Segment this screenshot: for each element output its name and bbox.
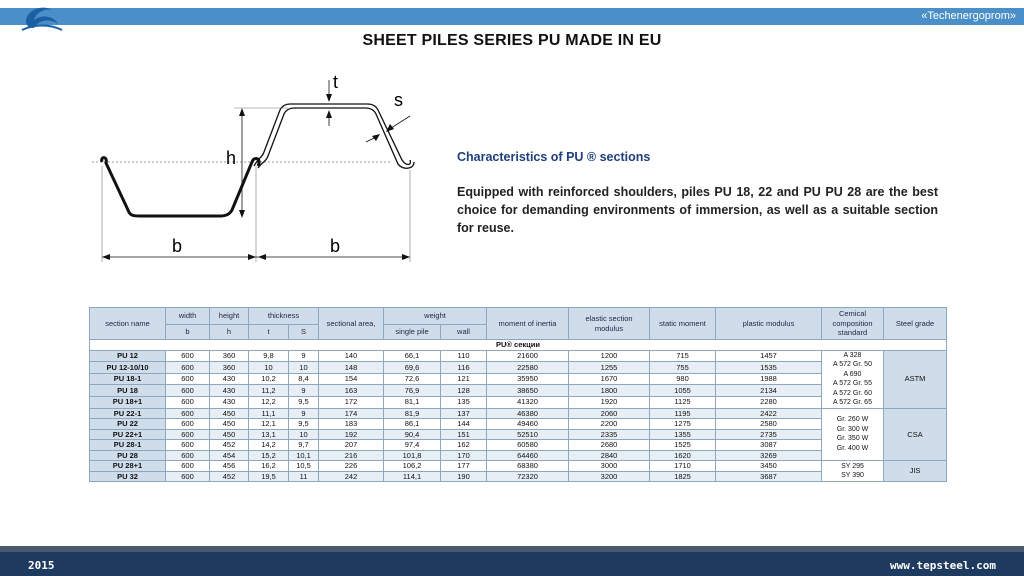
table-cell: 106,2: [384, 461, 441, 472]
table-row: [90, 396, 947, 408]
section-name-cell: PU 12: [90, 350, 166, 362]
table-cell: 600: [166, 419, 210, 430]
chemical-standard-cell: [822, 408, 884, 461]
table-cell: 128: [441, 385, 487, 397]
table-cell: 16,2: [249, 461, 289, 472]
table-cell: 1195: [650, 408, 716, 419]
table-cell: 2134: [716, 385, 822, 397]
section-name-cell: PU 28+1: [90, 461, 166, 472]
table-cell: 10: [289, 429, 319, 440]
table-cell: 2735: [716, 429, 822, 440]
footer-url[interactable]: www.tepsteel.com: [890, 559, 996, 572]
table-cell: 1920: [569, 396, 650, 408]
table-cell: 430: [210, 385, 249, 397]
section-subtitle: Characteristics of PU ® sections: [457, 150, 651, 164]
table-cell: 600: [166, 471, 210, 482]
company-logo-icon: [20, 2, 64, 34]
top-bar: [0, 8, 1024, 25]
table-row: [90, 471, 947, 482]
standard-line: A 690: [843, 370, 862, 378]
header-wall: wall: [441, 325, 487, 340]
table-cell: 76,9: [384, 385, 441, 397]
table-cell: 140: [319, 350, 384, 362]
table-cell: 1457: [716, 350, 822, 362]
table-cell: 456: [210, 461, 249, 472]
table-cell: 101,8: [384, 450, 441, 461]
table-cell: 207: [319, 440, 384, 451]
table-cell: 360: [210, 362, 249, 374]
table-cell: 52510: [487, 429, 569, 440]
table-cell: 1670: [569, 373, 650, 385]
header-plastic-modulus: plastic modulus: [716, 308, 822, 340]
table-cell: 454: [210, 450, 249, 461]
table-cell: 86,1: [384, 419, 441, 430]
table-cell: 600: [166, 408, 210, 419]
table-cell: 21600: [487, 350, 569, 362]
sheet-pile-spec-table: [89, 307, 947, 482]
table-cell: 600: [166, 396, 210, 408]
table-cell: 154: [319, 373, 384, 385]
table-cell: 980: [650, 373, 716, 385]
table-cell: 35950: [487, 373, 569, 385]
table-cell: 2200: [569, 419, 650, 430]
table-cell: 10,2: [249, 373, 289, 385]
table-row: [90, 408, 947, 419]
table-cell: 715: [650, 350, 716, 362]
table-cell: 9: [289, 350, 319, 362]
table-cell: 11,2: [249, 385, 289, 397]
section-name-cell: PU 18-1: [90, 373, 166, 385]
table-cell: 9: [289, 408, 319, 419]
section-name-cell: PU 28: [90, 450, 166, 461]
section-name-cell: PU 28-1: [90, 440, 166, 451]
table-row: [90, 362, 947, 374]
table-cell: 430: [210, 396, 249, 408]
table-cell: 110: [441, 350, 487, 362]
header-moment-of-inertia: moment of inertia: [487, 308, 569, 340]
table-cell: 163: [319, 385, 384, 397]
table-cell: 2280: [716, 396, 822, 408]
table-cell: 2840: [569, 450, 650, 461]
table-cell: 1988: [716, 373, 822, 385]
table-cell: 69,6: [384, 362, 441, 374]
table-cell: 10,1: [289, 450, 319, 461]
table-cell: 68380: [487, 461, 569, 472]
table-cell: 41320: [487, 396, 569, 408]
header-static-moment: static moment: [650, 308, 716, 340]
table-cell: 450: [210, 429, 249, 440]
sheet-pile-diagram: [92, 66, 422, 266]
table-cell: 1200: [569, 350, 650, 362]
table-cell: 9,5: [289, 419, 319, 430]
section-name-cell: PU 18: [90, 385, 166, 397]
pile-upper-inner: [258, 108, 414, 168]
table-cell: 452: [210, 471, 249, 482]
table-cell: 452: [210, 440, 249, 451]
table-cell: 2060: [569, 408, 650, 419]
footer-year: 2015: [28, 559, 55, 572]
table-cell: 9,5: [289, 396, 319, 408]
table-cell: 226: [319, 461, 384, 472]
table-row: [90, 440, 947, 451]
table-cell: 1525: [650, 440, 716, 451]
header-b: b: [166, 325, 210, 340]
table-cell: 174: [319, 408, 384, 419]
table-cell: 90,4: [384, 429, 441, 440]
table-cell: 600: [166, 461, 210, 472]
t-label: t: [333, 72, 339, 92]
table-cell: 1055: [650, 385, 716, 397]
table-cell: 600: [166, 385, 210, 397]
table-cell: 22580: [487, 362, 569, 374]
table-cell: 9,8: [249, 350, 289, 362]
table-cell: 10,5: [289, 461, 319, 472]
table-cell: 1125: [650, 396, 716, 408]
table-cell: 450: [210, 408, 249, 419]
table-cell: 9: [289, 385, 319, 397]
table-row: [90, 373, 947, 385]
header-s: S: [289, 325, 319, 340]
table-cell: 12,1: [249, 419, 289, 430]
table-cell: 151: [441, 429, 487, 440]
header-width: width: [166, 308, 210, 325]
group-label: PU® секции: [90, 340, 947, 351]
standard-line: SY 295: [841, 462, 864, 470]
table-cell: 121: [441, 373, 487, 385]
table-cell: 12,2: [249, 396, 289, 408]
table-cell: 49460: [487, 419, 569, 430]
table-cell: 3269: [716, 450, 822, 461]
table-cell: 600: [166, 429, 210, 440]
table-cell: 81,1: [384, 396, 441, 408]
table-cell: 450: [210, 419, 249, 430]
table-cell: 60580: [487, 440, 569, 451]
table-row: [90, 461, 947, 472]
table-cell: 1825: [650, 471, 716, 482]
table-cell: 13,1: [249, 429, 289, 440]
table-cell: 3000: [569, 461, 650, 472]
table-cell: 9,7: [289, 440, 319, 451]
table-cell: 148: [319, 362, 384, 374]
header-chemical-composition: Cemical composition standard: [822, 308, 884, 340]
table-cell: 72320: [487, 471, 569, 482]
table-cell: 116: [441, 362, 487, 374]
table-cell: 242: [319, 471, 384, 482]
b-label-2: b: [330, 236, 341, 256]
table-cell: 190: [441, 471, 487, 482]
standard-line: A 572 Gr. 60: [833, 389, 872, 397]
table-cell: 1355: [650, 429, 716, 440]
table-cell: 2580: [716, 419, 822, 430]
table-cell: 10: [249, 362, 289, 374]
b-label-1: b: [172, 236, 183, 256]
header-thickness: thickness: [249, 308, 319, 325]
standard-line: A 572 Gr. 65: [833, 399, 872, 406]
table-cell: 183: [319, 419, 384, 430]
pile-upper-outline: [254, 104, 410, 166]
footer-bar: [0, 546, 1024, 576]
h-label: h: [226, 148, 237, 168]
table-cell: 1710: [650, 461, 716, 472]
section-name-cell: PU 12-10/10: [90, 362, 166, 374]
standard-line: Gr. 300 W: [836, 425, 869, 433]
table-cell: 3687: [716, 471, 822, 482]
section-name-cell: PU 22+1: [90, 429, 166, 440]
header-t: t: [249, 325, 289, 340]
table-row: [90, 350, 947, 362]
table-cell: 2422: [716, 408, 822, 419]
table-cell: 137: [441, 408, 487, 419]
table-cell: 3200: [569, 471, 650, 482]
standard-line: A 572 Gr. 55: [833, 380, 872, 387]
page-title: SHEET PILES SERIES PU MADE IN EU: [362, 32, 662, 49]
table-cell: 1255: [569, 362, 650, 374]
steel-grade-cell: JIS: [884, 461, 947, 482]
header-elastic-section-modulus: elastic section modulus: [569, 308, 650, 340]
standard-line: Gr. 400 W: [836, 444, 869, 452]
table-cell: 600: [166, 450, 210, 461]
table-cell: 135: [441, 396, 487, 408]
table-row: [90, 385, 947, 397]
section-name-cell: PU 22: [90, 419, 166, 430]
table-cell: 177: [441, 461, 487, 472]
header-steel-grade: Steel grade: [884, 308, 947, 340]
standard-line: A 572 Gr. 50: [833, 361, 872, 368]
table-cell: 14,2: [249, 440, 289, 451]
table-cell: 3450: [716, 461, 822, 472]
table-cell: 2335: [569, 429, 650, 440]
standard-line: SY 390: [841, 472, 864, 479]
table-cell: 600: [166, 373, 210, 385]
table-cell: 66,1: [384, 350, 441, 362]
table-cell: 1535: [716, 362, 822, 374]
table-cell: 216: [319, 450, 384, 461]
table-cell: 38650: [487, 385, 569, 397]
table-row: [90, 450, 947, 461]
table-cell: 81,9: [384, 408, 441, 419]
table-cell: 162: [441, 440, 487, 451]
brand-label: «Techenergoprom»: [921, 10, 1016, 22]
table-cell: 1275: [650, 419, 716, 430]
standard-line: A 328: [843, 351, 862, 359]
table-cell: 1800: [569, 385, 650, 397]
table-cell: 3087: [716, 440, 822, 451]
table-cell: 600: [166, 362, 210, 374]
header-h: h: [210, 325, 249, 340]
header-section-name: section name: [90, 308, 166, 340]
header-height: height: [210, 308, 249, 325]
table-cell: 360: [210, 350, 249, 362]
chemical-standard-cell: [822, 350, 884, 408]
table-cell: 114,1: [384, 471, 441, 482]
table-row: [90, 419, 947, 430]
table-cell: 10: [289, 362, 319, 374]
table-cell: 755: [650, 362, 716, 374]
steel-grade-cell: CSA: [884, 408, 947, 461]
table-cell: 46380: [487, 408, 569, 419]
steel-grade-cell: ASTM: [884, 350, 947, 408]
standard-line: Gr. 260 W: [836, 416, 869, 424]
section-name-cell: PU 32: [90, 471, 166, 482]
standard-line: Gr. 350 W: [836, 435, 869, 443]
s-label: s: [394, 90, 403, 110]
table-cell: 1620: [650, 450, 716, 461]
table-cell: 430: [210, 373, 249, 385]
section-name-cell: PU 22-1: [90, 408, 166, 419]
table-cell: 2680: [569, 440, 650, 451]
table-cell: 72,6: [384, 373, 441, 385]
table-row: [90, 429, 947, 440]
table-cell: 172: [319, 396, 384, 408]
table-cell: 8,4: [289, 373, 319, 385]
table-cell: 97,4: [384, 440, 441, 451]
table-cell: 19,5: [249, 471, 289, 482]
table-cell: 15,2: [249, 450, 289, 461]
header-single-pile: single pile: [384, 325, 441, 340]
table-cell: 600: [166, 440, 210, 451]
table-cell: 192: [319, 429, 384, 440]
table-cell: 11: [289, 471, 319, 482]
table-cell: 600: [166, 350, 210, 362]
table-cell: 11,1: [249, 408, 289, 419]
header-weight: weight: [384, 308, 487, 325]
table-cell: 64460: [487, 450, 569, 461]
section-description: Equipped with reinforced shoulders, piles PU 18, 22 and PU PU 28 are the best choice for demanding environments of immersion, as well as a suitable section for reuse.: [457, 185, 938, 235]
table-cell: 170: [441, 450, 487, 461]
section-name-cell: PU 18+1: [90, 396, 166, 408]
chemical-standard-cell: [822, 461, 884, 482]
header-sectional-area: sectional area,: [319, 308, 384, 340]
table-cell: 144: [441, 419, 487, 430]
